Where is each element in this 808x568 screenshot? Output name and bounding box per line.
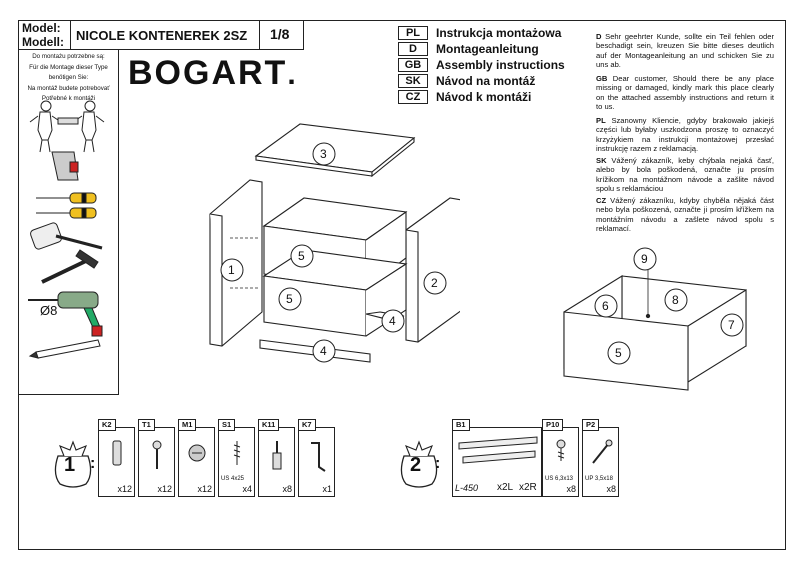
notice-code-d: D — [596, 32, 602, 41]
callout-7: 7 — [728, 318, 735, 332]
notice-text-gb: Dear customer, Should there be any place missing or damaged, kindly mark this place clearly on the attached assembly instructions and return it to us. — [596, 74, 774, 112]
notice-text-d: Sehr geehrter Kunde, sollte ein Teil fehlen oder beschadigt sein, kreuzen Sie bitte dieses deutlich auf der Montageanleitung an und schicken Sie zu uns ab. — [596, 32, 774, 70]
part-code-s1: S1 — [218, 419, 235, 431]
drill-bit-size: Ø8 — [40, 303, 58, 318]
part-m1 — [178, 420, 215, 497]
notice-code-gb: GB — [596, 74, 608, 83]
part-code-m1: M1 — [178, 419, 196, 431]
part-p10 — [542, 420, 579, 497]
part-p2 — [582, 420, 619, 497]
lang-title-sk: Návod na montáž — [436, 74, 536, 88]
callout-6: 6 — [602, 299, 609, 313]
brand-name: BOGART — [128, 54, 288, 92]
notice-code-cz: CZ — [596, 196, 607, 205]
cam-lock-icon — [185, 439, 209, 469]
part-qty-b1-right: x2R — [519, 482, 537, 493]
part-sub-b1: L-450 — [455, 483, 479, 493]
lang-code-d: D — [398, 42, 428, 56]
part-qty-p2: x8 — [606, 484, 616, 494]
part-code-k11: K11 — [258, 419, 279, 431]
lang-code-pl: PL — [398, 26, 428, 40]
callout-4b: 4 — [320, 344, 327, 358]
screw-icon — [225, 439, 249, 469]
lang-code-gb: GB — [398, 58, 428, 72]
bag-2-number: 2 — [410, 454, 422, 476]
callout-2: 2 — [431, 276, 438, 290]
bag-1-number: 1 — [64, 454, 76, 476]
model-label-line2: Modell: — [22, 35, 64, 49]
drawer-slide-icon — [457, 435, 539, 471]
short-screw-icon — [549, 439, 573, 469]
part-code-k2: K2 — [98, 419, 116, 431]
bag-1-colon: : — [90, 455, 96, 472]
dowel-icon — [105, 439, 129, 469]
model-label-line1: Model: — [22, 21, 61, 35]
tools-note-line3: benötigen Sie: — [48, 74, 89, 81]
wood-screw-icon — [589, 439, 613, 469]
lang-title-d: Montageanleitung — [436, 42, 539, 56]
hex-key-icon — [305, 439, 329, 473]
part-qty-p10: x8 — [566, 484, 576, 494]
part-code-p10: P10 — [542, 419, 563, 431]
model-name: NICOLE KONTENEREK 2SZ — [76, 28, 248, 43]
tools-note-line1: Do montażu potrzebne są: — [32, 53, 105, 60]
part-qty-m1: x12 — [197, 484, 212, 494]
part-sub-p2: UP 3,5x18 — [585, 476, 613, 482]
part-qty-k11: x8 — [282, 484, 292, 494]
part-k7 — [298, 420, 335, 497]
lang-title-cz: Návod k montáži — [436, 90, 532, 104]
part-qty-k2: x12 — [117, 484, 132, 494]
part-sub-p10: US 6,3x13 — [545, 476, 574, 482]
part-qty-s1: x4 — [242, 484, 252, 494]
part-code-p2: P2 — [582, 419, 599, 431]
notice-text-sk: Vážený zákazník, keby chýbala nejaká časť, alebo by bola poškodená, označte ju prosím krížikom na montážnom návode a zašlite návod spolu s reklamáciou — [596, 156, 774, 194]
part-code-t1: T1 — [138, 419, 155, 431]
callout-5c: 5 — [615, 346, 622, 360]
brand-dot: . — [287, 58, 298, 91]
callout-3: 3 — [320, 147, 327, 161]
part-qty-b1-left: x2L — [497, 482, 514, 493]
part-qty-t1: x12 — [157, 484, 172, 494]
part-s1 — [218, 420, 255, 497]
lang-code-sk: SK — [398, 74, 428, 88]
callout-9: 9 — [641, 252, 648, 266]
part-code-k7: K7 — [298, 419, 316, 431]
cam-bolt-icon — [145, 439, 169, 473]
bag-2-colon: : — [435, 455, 441, 472]
lang-title-pl: Instrukcja montażowa — [436, 26, 562, 40]
part-k11 — [258, 420, 295, 497]
tools-note-line5: Potřebné k montáži — [41, 95, 96, 102]
part-sub-s1: US 4x25 — [221, 476, 245, 482]
lang-code-cz: CZ — [398, 90, 428, 104]
anchor-screw-icon — [265, 439, 289, 473]
tools-note-line4: Na montáž budete potrebovať — [27, 84, 110, 92]
tools-note-line2: Für die Montage dieser Type — [29, 63, 108, 71]
notice-code-sk: SK — [596, 156, 607, 165]
callout-1: 1 — [228, 263, 235, 277]
lang-title-gb: Assembly instructions — [436, 58, 565, 72]
notice-code-pl: PL — [596, 116, 606, 125]
part-qty-k7: x1 — [322, 484, 332, 494]
notice-text-pl: Szanowny Kliencie, gdyby brakowało jakiejś części lub byłaby uszkodzona proszę to oznaczyć krzyżykiem na instrukcji montażowej przesłać instrukcję razem z reklamacją. — [596, 116, 774, 154]
callout-8: 8 — [672, 293, 679, 307]
part-t1 — [138, 420, 175, 497]
part-b1-slides — [452, 420, 542, 497]
part-code-b1: B1 — [452, 419, 470, 431]
callout-5a: 5 — [298, 249, 305, 263]
notice-text-cz: Vážený zákazníku, kdyby chyběla nějaká část nebo byla poškozená, označte ji prosím křížkem na montážním návodu a zašlete návod spolu s reklamací. — [596, 196, 774, 234]
callout-4a: 4 — [389, 314, 396, 328]
part-k2 — [98, 420, 135, 497]
callout-5b: 5 — [286, 292, 293, 306]
page-number: 1/8 — [270, 26, 290, 42]
